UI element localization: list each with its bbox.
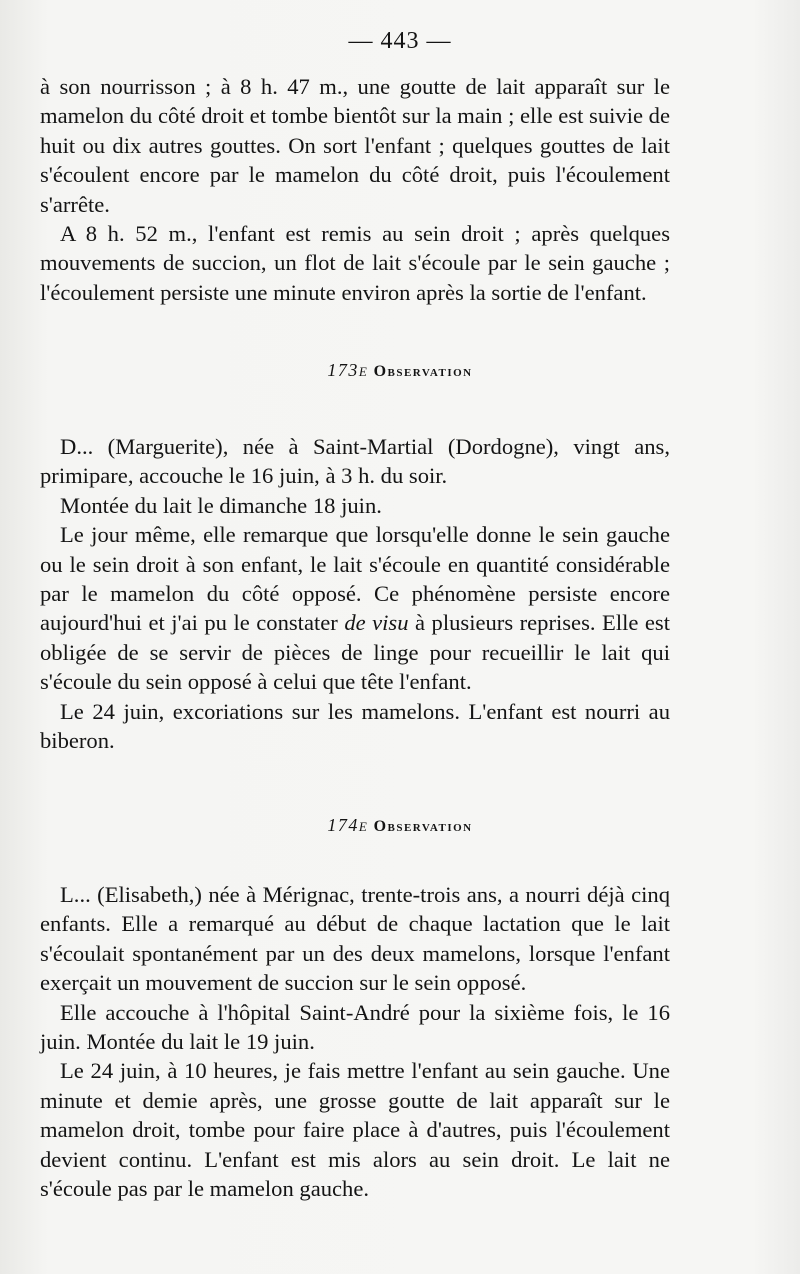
- paragraph: Elle accouche à l'hôpital Saint-André pour la sixième fois, le 16 juin. Montée du lait le 19 juin.: [40, 999, 670, 1055]
- observation-number: 174e: [327, 815, 369, 835]
- text-block-continuation: [40, 72, 670, 307]
- paragraph: Le 24 juin, excoriations sur les mamelons. L'enfant est nourri au biberon.: [40, 698, 670, 754]
- paragraph: D... (Marguerite), née à Saint-Martial (Dordogne), vingt ans, primipare, accouche le 16 juin, à 3 h. du soir.: [40, 434, 670, 489]
- page-number: — 443 —: [348, 28, 452, 54]
- paragraph: A 8 h. 52 m., l'enfant est remis au sein droit ; après quelques mouvements de succion, un flot de lait s'écoule par le sein gauche ; l'écoulement persiste une minute environ après la sortie de l'enfant.: [40, 221, 670, 305]
- paragraph: L... (Elisabeth,) née à Mérignac, trente-trois ans, a nourri déjà cinq enfants. Elle a remarqué au début de chaque lactation que le lait s'écoulait spontanément par un des deux mamelons, lorsque l'enfant exerçait un mouvement de succion sur le sein opposé.: [40, 882, 670, 996]
- text-block-observation-174: [40, 880, 670, 1203]
- text-block-observation-173: [40, 432, 670, 755]
- observation-heading-173: [0, 360, 800, 381]
- paragraph: Le jour même, elle remarque que lorsqu'elle donne le sein gauche ou le sein droit à son enfant, le lait s'écoule en quantité considérable par le mamelon du côté opposé. Ce phénomène persiste encore aujourd'hui et j'ai pu le constater de visu à plusieurs reprises. Elle est obligée de se servir de pièces de linge pour recueillir le lait qui s'écoule du sein opposé à celui que tête l'enfant.: [40, 522, 670, 695]
- paragraph: Montée du lait le dimanche 18 juin.: [60, 492, 382, 518]
- paragraph: à son nourrisson ; à 8 h. 47 m., une goutte de lait apparaît sur le mamelon du côté droit et tombe bientôt sur la main ; elle est suivie de huit ou dix autres gouttes. On sort l'enfant ; quelques gouttes de lait s'écoulent encore par le mamelon du côté droit, puis l'écoulement s'arrête.: [40, 74, 670, 217]
- observation-title: Observation: [373, 818, 473, 835]
- observation-number: 173e: [327, 360, 369, 380]
- paragraph: Le 24 juin, à 10 heures, je fais mettre l'enfant au sein gauche. Une minute et demie après, une grosse goutte de lait apparaît sur le mamelon droit, tombe pour faire place à d'autres, puis l'écoulement devient continu. L'enfant est mis alors au sein droit. Le lait ne s'écoule pas par le mamelon gauche.: [40, 1058, 670, 1202]
- observation-heading-174: [0, 815, 800, 836]
- observation-title: Observation: [373, 363, 473, 380]
